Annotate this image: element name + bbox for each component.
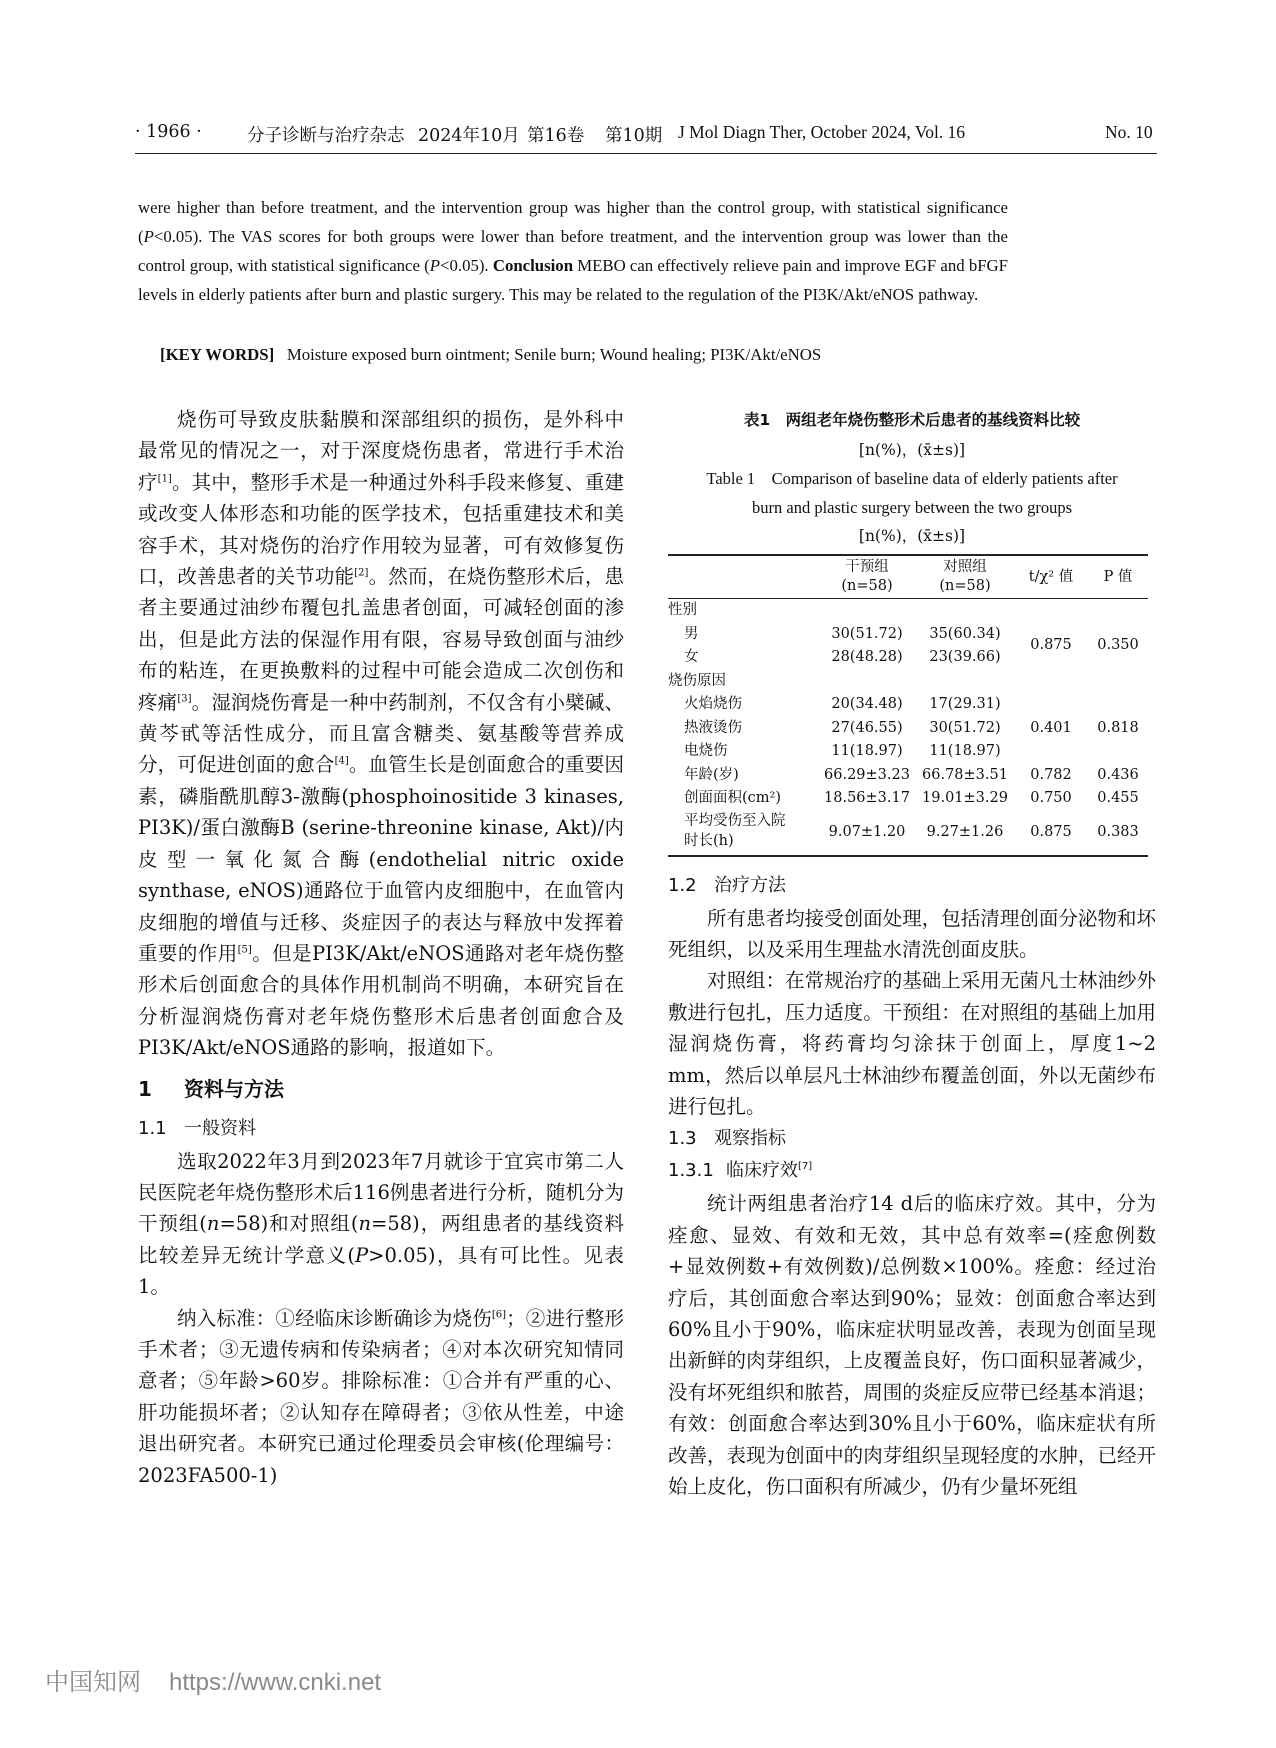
table-row: 烧伤原因 [668,672,726,689]
left-column [138,404,624,1491]
table-unit: [n(%)，(x̄±s)] [858,441,966,459]
subsubsection-heading: 1.3.1 临床疗效[7] [668,1160,813,1182]
table-row: 女 28(48.28) 23(39.66) [684,649,1001,665]
table-row: 平均受伤至入院 时长(h) 9.07±1.20 9.27±1.26 0.875 0.383 [684,812,1139,849]
table-caption [668,404,1156,550]
criteria-paragraph: 纳入标准：①经临床诊断确诊为烧伤[6]；②进行整形手术者；③无遗传病和传染病者；④对本次研究知情同意者；⑤年龄>60岁。排除标准：①合并有严重的心、肝功能损坏者；②认知存在障碍者；③依从性差，中途退出研究者。本研究已通过伦理委员会审核(伦理编号：2023FA500-1) [138,1306,624,1487]
page-number: · 1966 · [135,122,202,142]
intro-paragraph: 烧伤可导致皮肤黏膜和深部组织的损伤，是外科中最常见的情况之一，对于深度烧伤患者，常进行手术治疗[1]。其中，整形手术是一种通过外科手段来修复、重建或改变人体形态和功能的医学技术，包括重建技术和美容手术，其对烧伤的治疗作用较为显著，可有效修复伤口，改善患者的关节功能[2]。然而，在烧伤整形术后，患者主要通过油纱布覆包扎盖患者创面，可减轻创面的渗出，但是此方法的保湿作用有限，容易导致创面与油纱布的粘连，在更换敷料的过程中可能会造成二次创伤和疼痛[3]。湿润烧伤膏是一种中药制剂，不仅含有小檗碱、黄芩甙等活性成分，而且富含糖类、氨基酸等营养成分，可促进创面的愈合[4]。血管生长是创面愈合的重要因素，磷脂酰肌醇3-激酶(phosphoinositide 3 kinases, PI3K)/蛋白激酶B (serine-threonine kinase, Akt)/内皮型一氧化氮合酶(endothelial nitric oxide synthase, eNOS)通路位于血管内皮细胞中，在血管内皮细胞的增值与迁移、炎症因子的表达与释放中发挥着重要的作用[5]。但是PI3K/Akt/eNOS通路对老年烧伤整形术后创面愈合的具体作用机制尚不明确，本研究旨在分析湿润烧伤膏对老年烧伤整形术后患者创面愈合及PI3K/Akt/eNOS通路的影响，报道如下。 [138,408,624,1060]
table-row: 热液烫伤 27(46.55) 30(51.72) [684,719,1001,736]
table-title-en-line1: Table 1 Comparison of baseline data of elderly patients after [706,469,1118,488]
keywords [160,340,1040,369]
keywords-text: Moisture exposed burn ointment; Senile burn; Wound healing; PI3K/Akt/eNOS [286,345,822,364]
table-row: 火焰烧伤 20(34.48) 17(29.31) 0.401 0.818 [684,696,1139,736]
keywords-label: [KEY WORDS] [160,345,275,364]
table-header-row: 干预组 (n=58) 对照组 (n=58) t/χ² 值 P 值 [668,555,1148,599]
section-heading: 1 资料与方法 [138,1076,284,1101]
efficacy-paragraph: 统计两组患者治疗14 d后的临床疗效。其中，分为痊愈、显效、有效和无效，其中总有效率=(痊愈例数+显效例数+有效例数)/总例数×100%。痊愈：经过治疗后，其创面愈合率达到90%；显效：创面愈合率达到60%且小于90%，临床症状明显改善，表现为创面呈现出新鲜的肉芽组织，上皮覆盖良好，伤口面积显著减少，没有坏死组织和脓苔，周围的炎症反应带已经基本消退；有效：创面愈合率达到30%且小于60%，临床症状有所改善，表现为创面中的肉芽组织呈现轻度的水肿，已经开始上皮化，伤口面积有所减少，仍有少量坏死组 [668,1192,1156,1498]
table-row: 创面面积(cm²) 18.56±3.17 19.01±3.29 0.750 0.455 [684,790,1139,806]
table-row: 年龄(岁) 66.29±3.23 66.78±3.51 0.782 0.436 [684,766,1139,783]
abstract-continuation: were higher than before treatment, and the intervention group was higher than the control group, with statistical significance (P<0.05). The VAS scores for both groups were lower than before treatment, and the intervention group was lower than the control group, with statistical significance (P<0.05). Conclusion MEBO can effectively relieve pain and improve EGF and bFGF levels in elderly patients after burn and plastic surgery. This may be related to the regulation of the PI3K/Akt/eNOS pathway. [138,198,1009,304]
table-title-cn: 表1 两组老年烧伤整形术后患者的基线资料比较 [743,411,1081,429]
journal-name-en: J Mol Diagn Ther, October 2024, Vol. 16 [678,122,966,142]
journal-name-cn: 分子诊断与治疗杂志 [247,126,405,146]
table-row: 男 30(51.72) 35(60.34) 0.875 0.350 [684,625,1139,654]
running-header [135,119,1157,154]
issue-date-cn: 2024年10月 [418,126,520,146]
baseline-table [668,554,1148,857]
conclusion-label: Conclusion [492,256,574,275]
watermark-site: 中国知网 [45,1668,141,1696]
watermark-url: https://www.cnki.net [169,1669,382,1696]
volume-cn: 第16卷 [527,126,585,146]
table-title-en-line2: burn and plastic surgery between the two groups [752,498,1072,517]
subsection-heading: 1.1 一般资料 [138,1117,256,1139]
subsection-heading: 1.3 观察指标 [668,1128,786,1150]
issue-en: No. 10 [1105,122,1153,142]
issue-cn: 第10期 [605,126,663,146]
right-column [668,404,1156,1502]
table-unit-en: [n(%)，(x̄±s)] [858,527,966,545]
general-data-paragraph: 选取2022年3月到2023年7月就诊于宜宾市第二人民医院老年烧伤整形术后116例患者进行分析，随机分为干预组(n=58)和对照组(n=58)，两组患者的基线资料比较差异无统计学意义(P>0.05)，具有可比性。见表1。 [138,1149,625,1299]
treatment-groups-paragraph: 对照组：在常规治疗的基础上采用无菌凡士林油纱外敷进行包扎，压力适度。干预组：在对照组的基础上加用湿润烧伤膏，将药膏均匀涂抹于创面上，厚度1~2 mm，然后以单层凡士林油纱布覆盖创面，外以无菌纱布进行包扎。 [668,969,1156,1118]
treatment-paragraph: 所有患者均接受创面处理，包括清理创面分泌物和坏死组织，以及采用生理盐水清洗创面皮肤。 [668,906,1156,961]
cnki-watermark [45,1662,381,1697]
table-row: 性别 [668,602,697,618]
table-row: 电烧伤 11(18.97) 11(18.97) [684,743,1001,759]
subsection-heading: 1.2 治疗方法 [668,874,786,896]
